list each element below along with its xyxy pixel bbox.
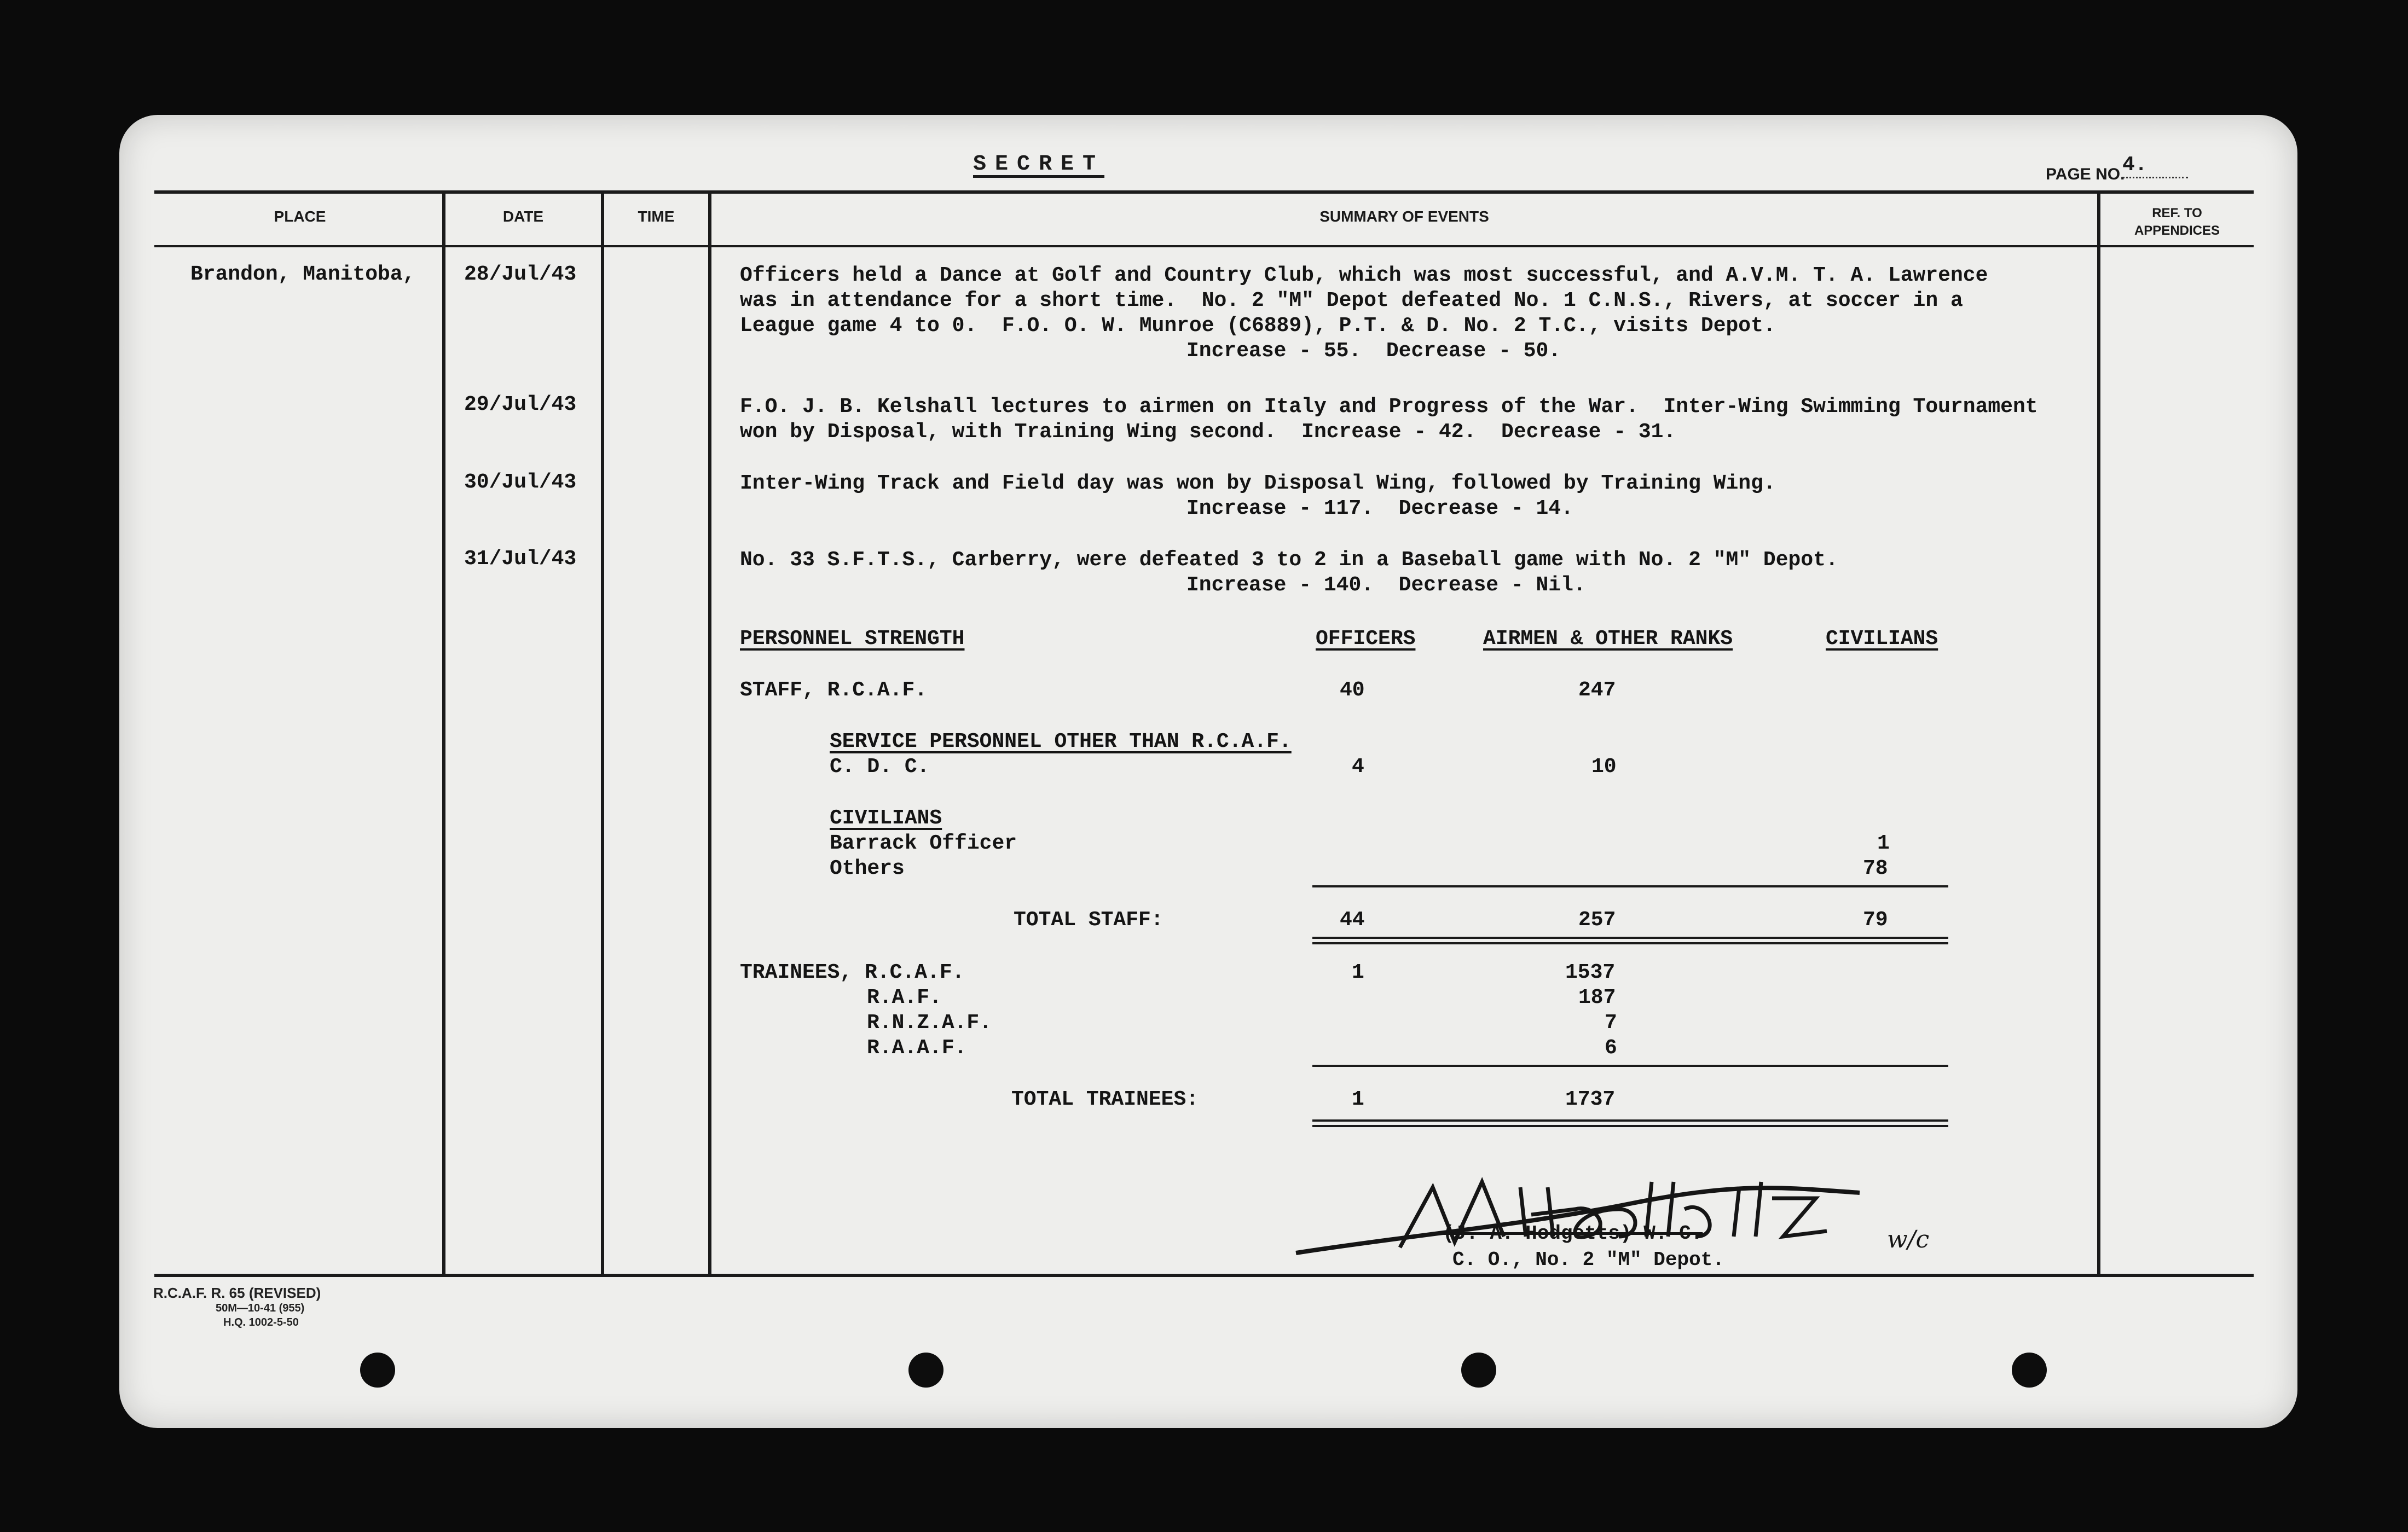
trainees-subtotal-rule (1312, 1065, 1948, 1067)
document-sheet (119, 115, 2297, 1428)
rnzaf-airmen: 7 (1605, 1011, 1617, 1035)
total-staff-civilians: 79 (1863, 908, 1888, 932)
refs-heading-line2: APPENDICES (2134, 223, 2220, 238)
entry-line: Inter-Wing Track and Field day was won by Disposal Wing, followed by Training Wing. (740, 472, 1776, 495)
trainees-rcaf-label: TRAINEES, R.C.A.F. (740, 961, 965, 984)
entry-date: 31/Jul/43 (464, 547, 577, 571)
barrack-officer-civilians: 1 (1877, 832, 1890, 855)
table-top-rule (154, 190, 2254, 194)
raaf-label: R.A.A.F. (867, 1036, 967, 1060)
entry-stats: Increase - 117. Decrease - 14. (1186, 497, 1573, 520)
others-label: Others (830, 857, 905, 880)
total-staff-officers: 44 (1340, 908, 1365, 932)
trainees-total-rule-1 (1312, 1119, 1948, 1122)
entry-line: F.O. J. B. Kelshall lectures to airmen on Italy and Progress of the War. Inter-Wing Swimming Tournament (740, 395, 2038, 419)
entry-stats: Increase - 140. Decrease - Nil. (1186, 573, 1586, 597)
form-number: R.C.A.F. R. 65 (REVISED) (153, 1285, 321, 1301)
entry-line: No. 33 S.F.T.S., Carberry, were defeated 3 to 2 in a Baseball game with No. 2 "M" Depot. (740, 548, 1838, 572)
staff-subtotal-rule (1312, 885, 1948, 887)
service-personnel-heading: SERVICE PERSONNEL OTHER THAN R.C.A.F. (830, 730, 1292, 753)
column-divider-time (708, 190, 711, 1276)
signature-title: C. O., No. 2 "M" Depot. (1452, 1249, 1724, 1271)
trainees-rcaf-airmen: 1537 (1565, 961, 1616, 984)
cdc-officers: 4 (1352, 755, 1364, 779)
total-trainees-label: TOTAL TRAINEES: (1011, 1088, 1199, 1111)
raf-label: R.A.F. (867, 986, 942, 1009)
signature-initials: w/c (1887, 1226, 1930, 1254)
column-heading-place: PLACE (274, 208, 326, 225)
table-header-rule (154, 245, 2254, 247)
rnzaf-label: R.N.Z.A.F. (867, 1011, 992, 1035)
total-staff-label: TOTAL STAFF: (1014, 908, 1164, 932)
form-hq-ref: H.Q. 1002-5-50 (223, 1316, 299, 1328)
entry-stats: Increase - 55. Decrease - 50. (1186, 339, 1561, 363)
entry-date: 29/Jul/43 (464, 393, 577, 416)
strength-col-airmen: AIRMEN & OTHER RANKS (1483, 627, 1733, 651)
strength-heading: PERSONNEL STRENGTH (740, 627, 965, 651)
raaf-airmen: 6 (1605, 1036, 1617, 1060)
entry-date: 30/Jul/43 (464, 471, 577, 494)
others-civilians: 78 (1863, 857, 1888, 880)
staff-rcaf-airmen: 247 (1578, 678, 1616, 702)
place-text: Brandon, Manitoba, (190, 263, 415, 286)
column-heading-date: DATE (502, 208, 544, 225)
cdc-airmen: 10 (1591, 755, 1617, 779)
staff-rcaf-label: STAFF, R.C.A.F. (740, 678, 928, 702)
civilians-heading: CIVILIANS (830, 806, 942, 830)
total-trainees-officers: 1 (1352, 1088, 1364, 1111)
cdc-label: C. D. C. (830, 755, 930, 779)
staff-rcaf-officers: 40 (1340, 678, 1365, 702)
binder-hole (908, 1353, 943, 1388)
trainees-rcaf-officers: 1 (1352, 961, 1364, 984)
column-divider-place (442, 190, 445, 1276)
entry-date: 28/Jul/43 (464, 263, 577, 286)
column-heading-refs (2100, 205, 2254, 240)
total-trainees-airmen: 1737 (1565, 1088, 1616, 1111)
entry-line: was in attendance for a short time. No. 2 "M" Depot defeated No. 1 C.N.S., Rivers, at soccer in a (740, 289, 1963, 312)
binder-hole (360, 1353, 395, 1388)
page-number: 4. (2122, 153, 2188, 178)
binder-hole (2012, 1353, 2047, 1388)
staff-total-rule-1 (1312, 937, 1948, 939)
column-heading-summary: SUMMARY OF EVENTS (1319, 208, 1489, 225)
classification-label: SECRET (973, 152, 1105, 177)
raf-airmen: 187 (1578, 986, 1616, 1009)
refs-heading-line1: REF. TO (2152, 206, 2202, 220)
binder-hole (1461, 1353, 1496, 1388)
total-staff-airmen: 257 (1578, 908, 1616, 932)
staff-total-rule-2 (1312, 942, 1948, 944)
barrack-officer-label: Barrack Officer (830, 832, 1017, 855)
strength-col-civilians: CIVILIANS (1826, 627, 1938, 651)
entry-line: Officers held a Dance at Golf and Country Club, which was most successful, and A.V.M. T. A. Lawrence (740, 264, 1988, 287)
column-divider-summary (2097, 190, 2100, 1276)
column-divider-date (601, 190, 604, 1276)
column-heading-time: TIME (638, 208, 675, 225)
page-number-label: PAGE NO. (2046, 165, 2125, 183)
trainees-total-rule-2 (1312, 1125, 1948, 1127)
signature-name: (J. A. Hodgetts) W. C. (1443, 1222, 1703, 1245)
strength-col-officers: OFFICERS (1316, 627, 1416, 651)
entry-line: won by Disposal, with Training Wing second. Increase - 42. Decrease - 31. (740, 420, 1676, 444)
entry-line: League game 4 to 0. F.O. O. W. Munroe (C6889), P.T. & D. No. 2 T.C., visits Depot. (740, 314, 1776, 338)
form-print-run: 50M—10-41 (955) (216, 1302, 305, 1314)
